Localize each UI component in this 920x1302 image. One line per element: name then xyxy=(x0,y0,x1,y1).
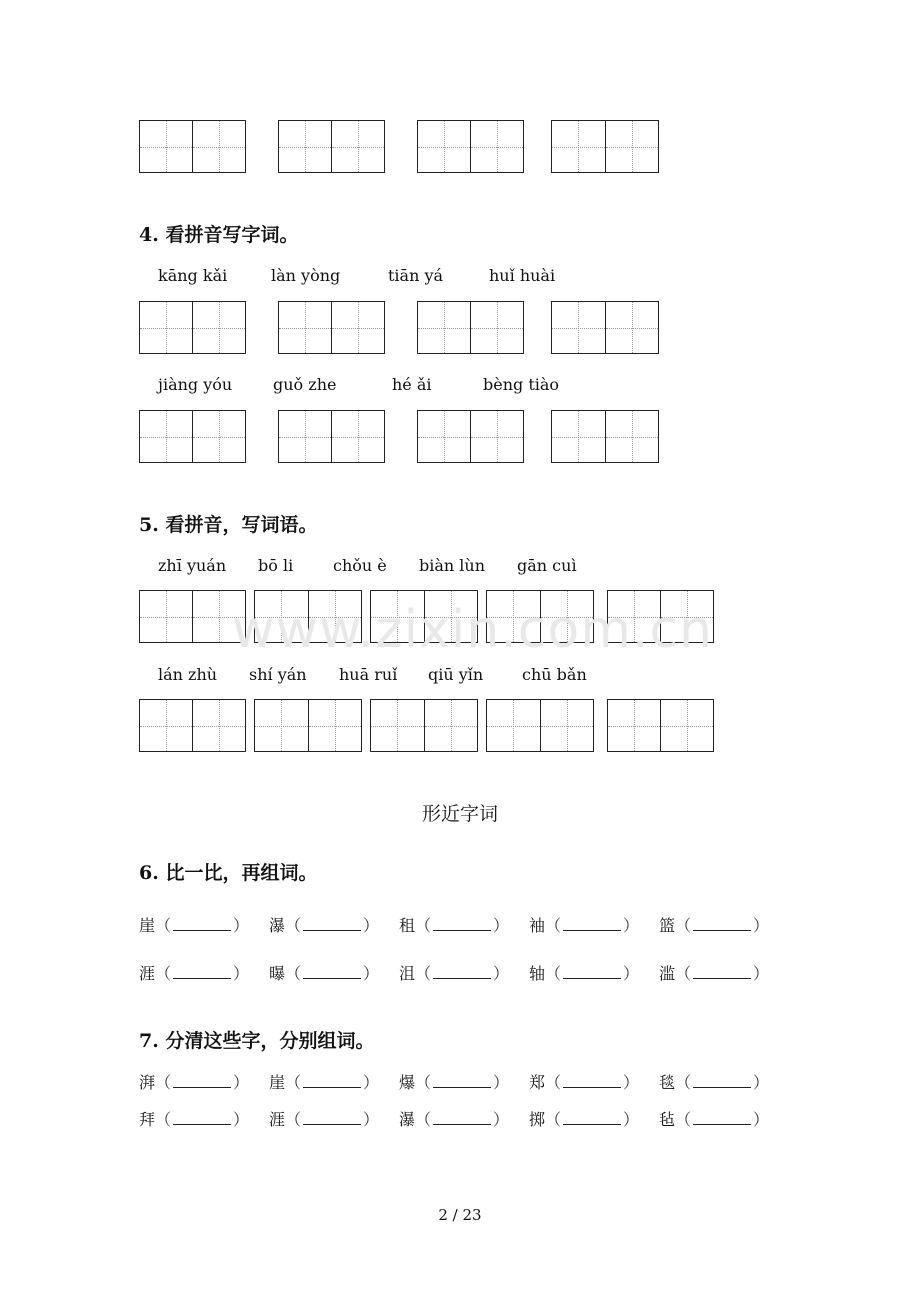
char: 沮 xyxy=(399,964,416,983)
answer-blank[interactable] xyxy=(173,1075,231,1088)
writing-grid[interactable] xyxy=(254,699,362,752)
writing-grid[interactable] xyxy=(417,410,524,463)
char-row xyxy=(139,1070,789,1093)
char: 掷 xyxy=(529,1110,546,1129)
answer-blank[interactable] xyxy=(173,966,231,979)
answer-blank[interactable] xyxy=(433,918,491,931)
pinyin-label: qiū yǐn xyxy=(428,665,484,684)
pinyin-label: làn yòng xyxy=(271,266,341,285)
char: 涯 xyxy=(139,964,156,983)
char-row xyxy=(139,1107,789,1130)
char-item: 涯（ ） xyxy=(139,964,250,983)
writing-grid[interactable] xyxy=(551,410,659,463)
answer-blank[interactable] xyxy=(303,1112,361,1125)
section-4-title: 4. 看拼音写字词。 xyxy=(139,224,299,246)
pinyin-label: hé ǎi xyxy=(392,375,432,394)
char: 轴 xyxy=(529,964,546,983)
pinyin-label: bō li xyxy=(258,556,294,575)
pinyin-label: kāng kǎi xyxy=(158,266,228,285)
char: 郑 xyxy=(529,1073,546,1092)
pinyin-label: guǒ zhe xyxy=(273,375,337,394)
pinyin-label: gān cuì xyxy=(517,556,577,575)
writing-grid[interactable] xyxy=(278,410,385,463)
section-5-title: 5. 看拼音，写词语。 xyxy=(139,514,318,536)
pinyin-label: chū bǎn xyxy=(522,665,587,684)
char: 拜 xyxy=(139,1110,156,1129)
char-item: 崖（ ） xyxy=(269,1073,380,1092)
writing-grid[interactable] xyxy=(370,699,478,752)
writing-grid[interactable] xyxy=(417,120,524,173)
section-heading: 形近字词 xyxy=(421,803,498,825)
section-7-title: 7. 分清这些字，分别组词。 xyxy=(139,1030,375,1052)
char-item: 瀑（ ） xyxy=(269,916,380,935)
char-item: 毯（ ） xyxy=(659,1073,770,1092)
writing-grid[interactable] xyxy=(417,301,524,354)
char: 涯 xyxy=(269,1110,286,1129)
char: 湃 xyxy=(139,1073,156,1092)
answer-blank[interactable] xyxy=(433,966,491,979)
answer-blank[interactable] xyxy=(303,966,361,979)
char: 瀑 xyxy=(269,916,286,935)
answer-blank[interactable] xyxy=(173,1112,231,1125)
char-item: 涯（ ） xyxy=(269,1110,380,1129)
answer-blank[interactable] xyxy=(303,918,361,931)
answer-blank[interactable] xyxy=(433,1112,491,1125)
pinyin-label: biàn lùn xyxy=(419,556,486,575)
pinyin-label: lán zhù xyxy=(158,665,218,684)
writing-grid[interactable] xyxy=(139,301,246,354)
answer-blank[interactable] xyxy=(563,966,621,979)
pinyin-label: shí yán xyxy=(249,665,307,684)
pinyin-label: chǒu è xyxy=(333,556,387,575)
pinyin-label: bèng tiào xyxy=(483,375,560,394)
char-item: 篮（ ） xyxy=(659,916,770,935)
char: 袖 xyxy=(529,916,546,935)
answer-blank[interactable] xyxy=(433,1075,491,1088)
writing-grid[interactable] xyxy=(551,301,659,354)
char-item: 掷（ ） xyxy=(529,1110,640,1129)
section-6-title: 6. 比一比，再组词。 xyxy=(139,862,318,884)
writing-grid[interactable] xyxy=(139,699,246,752)
char-item: 郑（ ） xyxy=(529,1073,640,1092)
char-item: 毡（ ） xyxy=(659,1110,770,1129)
char-item: 爆（ ） xyxy=(399,1073,510,1092)
answer-blank[interactable] xyxy=(693,1075,751,1088)
answer-blank[interactable] xyxy=(563,1112,621,1125)
writing-grid[interactable] xyxy=(139,410,246,463)
char-item: 瀑（ ） xyxy=(399,1110,510,1129)
answer-blank[interactable] xyxy=(693,1112,751,1125)
writing-grid[interactable] xyxy=(486,699,594,752)
char-row xyxy=(139,961,789,984)
char-item: 拜（ ） xyxy=(139,1110,250,1129)
writing-grid[interactable] xyxy=(278,301,385,354)
char-row xyxy=(139,913,789,936)
answer-blank[interactable] xyxy=(693,918,751,931)
watermark: www.zixin.com.cn xyxy=(232,600,713,660)
pinyin-label: huǐ huài xyxy=(489,266,556,285)
answer-blank[interactable] xyxy=(693,966,751,979)
char-item: 崖（ ） xyxy=(139,916,250,935)
char: 毡 xyxy=(659,1110,676,1129)
answer-blank[interactable] xyxy=(303,1075,361,1088)
char: 滥 xyxy=(659,964,676,983)
writing-grid[interactable] xyxy=(139,120,246,173)
char: 曝 xyxy=(269,964,286,983)
char-item: 租（ ） xyxy=(399,916,510,935)
pinyin-label: zhī yuán xyxy=(158,556,227,575)
char-item: 袖（ ） xyxy=(529,916,640,935)
char-item: 滥（ ） xyxy=(659,964,770,983)
pinyin-label: huā ruǐ xyxy=(339,665,398,684)
char: 瀑 xyxy=(399,1110,416,1129)
char: 篮 xyxy=(659,916,676,935)
answer-blank[interactable] xyxy=(173,918,231,931)
char-item: 曝（ ） xyxy=(269,964,380,983)
pinyin-label: jiàng yóu xyxy=(158,375,233,394)
char: 租 xyxy=(399,916,416,935)
answer-blank[interactable] xyxy=(563,1075,621,1088)
char-item: 湃（ ） xyxy=(139,1073,250,1092)
char: 崖 xyxy=(269,1073,286,1092)
char-item: 沮（ ） xyxy=(399,964,510,983)
writing-grid[interactable] xyxy=(139,590,246,643)
page-number: 2 / 23 xyxy=(438,1206,482,1224)
writing-grid[interactable] xyxy=(551,120,659,173)
writing-grid[interactable] xyxy=(278,120,385,173)
char: 毯 xyxy=(659,1073,676,1092)
char: 爆 xyxy=(399,1073,416,1092)
answer-blank[interactable] xyxy=(563,918,621,931)
writing-grid[interactable] xyxy=(607,699,714,752)
char: 崖 xyxy=(139,916,156,935)
pinyin-label: tiān yá xyxy=(388,266,444,285)
char-item: 轴（ ） xyxy=(529,964,640,983)
